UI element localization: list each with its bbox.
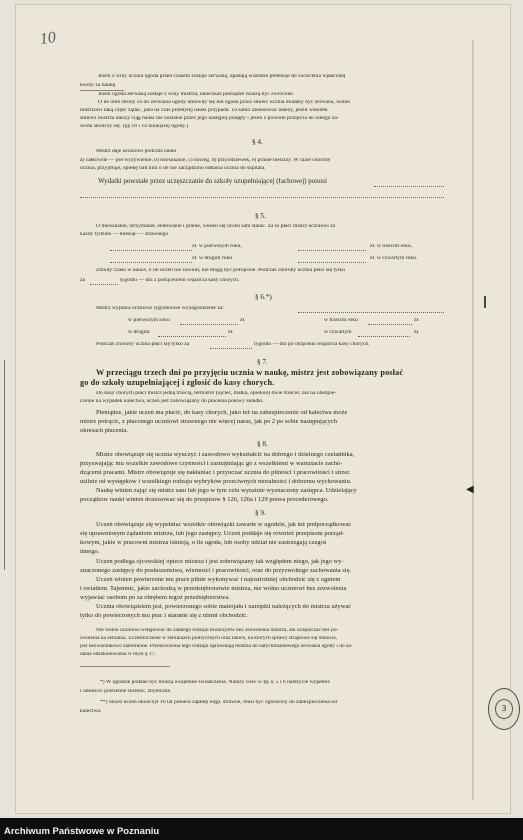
- text-line: Jeżeli ugoda zerwaną zostaje z winy mistrza, naleczkas pieniądze muszą być zwrócone.: [98, 92, 295, 97]
- footnote-rule: [80, 666, 170, 667]
- text-line: mistrzowi taką część żądać, jaka na czas przebytej nauki przypada. To samo zastosować należy, jeżeli wskutek: [80, 108, 328, 113]
- text-line: a) całkowite — pół wyżywienie, b) mieszkanie, c) nocleg, d) przyodziewek, e) pranie bielizny. W razie choroby: [80, 158, 331, 163]
- text-line: przyswajając mu wszelkie zawodowe czynności i zaznajmiając go z wszelkiemi w warsztacie zacho-: [80, 461, 343, 467]
- section-heading-9: § 9.: [255, 510, 266, 517]
- text-line: tylko do powierzonych mu prac i staranie się z niemi obchodzić.: [80, 613, 248, 619]
- text-line: kwoty za naukę.: [80, 83, 117, 88]
- section-heading-6: § 6.*): [255, 294, 272, 301]
- text-line: usilnie od występków i wszelkiego rodzaju wybryków przeciwnych moralności i dobremu wychowaniu.: [80, 479, 352, 485]
- text-line: zł.: [414, 318, 420, 323]
- text-line: Naukę winien zająć się mistrz sam lub jego w tym celu wyraźnie wyznaczony zastępca. Udzielający: [96, 488, 357, 494]
- section-heading-7: § 7.: [257, 359, 268, 366]
- margin-arrow-mark: ◀: [466, 484, 474, 495]
- underline: [80, 90, 124, 91]
- small-text-line: zwolenia na zebrania. Uczestniczenie w zebraniach politycznych oraz takich, na których sprawy strajkowe się omawia,: [80, 636, 337, 641]
- text-line: Jeżeli z winy ucznia ugoda przed czasem zostaje zerwaną, upadają wszelkie pretensje do zwrócenia wpłaconej: [98, 74, 346, 79]
- fill-in-line: [210, 348, 252, 349]
- text-line: każdy tydzień — miesiąc — strawnego: [80, 232, 169, 237]
- text-line: zł.: [414, 330, 420, 335]
- text-line: O ile obie strony co do zerwania ugody umówiły się lub ugoda przez śmierć ucznia miałaby być zerwana, wolno: [98, 100, 351, 105]
- text-line: w czwartym: [324, 330, 352, 335]
- footnote-line: i umieścić potrzebne skreślić, zbyteczne.: [80, 689, 172, 694]
- text-line: okresach płacenia.: [80, 428, 129, 434]
- text-line: wodu skończy się. (§§ 18 i 14 niniejszej ugody.): [80, 124, 189, 129]
- margin-mark: [476, 296, 486, 308]
- small-text-line: Nie wolno uczniowi wstępować do żadnego rodzaju towarzystw bez zezwolenia mistrza, ani uczęszczać bez po-: [96, 628, 339, 633]
- text-line: Zmudy czasu w nauce, o ile uczeń nie zawinił, nie mogą być potrącone. Podczas choroby ucznia płaci się tylko: [96, 268, 345, 273]
- text-line: Ucznia obowiązkiem jest, powierzonego sobie materjału i narzędzi należących do mistrza używać: [96, 604, 352, 610]
- text-line: Do kasy chorych płaci mistrz jedną trzecią, termistor (ojciec, matka, opiekun) dwie trzecie; zaś na ubezpie-: [96, 391, 337, 396]
- text-line: w drugim: [128, 330, 150, 335]
- text-line: w trzecim roku: [324, 318, 358, 323]
- text-line: zł. w trzecim roku,: [370, 244, 413, 249]
- text-line: Uczeń podlega ojcowskiej opiece mistrza i jest zobowiązany tak względem niego, jak jego wy-: [96, 559, 344, 565]
- small-text-line: jest bezwarunkowo zabronione. Przekroczenia tego rodzaju uprawniają mistrza do natychmiastowego zerwania ugody i do ża-: [80, 644, 353, 649]
- text-line: innego.: [80, 549, 100, 555]
- fill-in-line: [110, 262, 192, 263]
- text-line: początków nauki winien dostosować się do przepisów § 126, 126a i 129 prawa procederowego.: [80, 497, 329, 503]
- archive-footer-label: Archiwum Państwowe w Poznaniu: [4, 826, 160, 837]
- text-line: zł. w czwartym roku.: [370, 256, 418, 261]
- text-line: wyjawiać osobom po za obrębem tegoż przedsiębiorstwa.: [80, 595, 230, 601]
- text-line: tygodni — dni po otrąceniu wsparcia kasy chorych.: [254, 342, 370, 347]
- fill-in-line: [158, 336, 226, 337]
- fill-in-line: [298, 250, 366, 251]
- text-line: O mieszkanie, utrzymanie, stołowanie i pranie, winien się uczeń sam starać. Za to płaci mistrz uczniowi za: [96, 224, 336, 229]
- text-line: zł.: [240, 318, 246, 323]
- text-line: tygodni — dni z potrąceniem wsparcia kasy chorych.: [120, 278, 240, 283]
- text-line: czenie na wypadek kalectwa, uczeń jest zobowiązany do płacenia połowy składki.: [80, 399, 264, 404]
- footnote-line: kalectwa.: [80, 709, 102, 714]
- text-line: dzącemi pracami. Mistrz obowiązuje się nakłaniać i przyuczać ucznia do pilności i pracowitości i strzec: [80, 470, 351, 476]
- fill-in-line: [374, 186, 444, 187]
- text-line: zł. w pierwszym roku,: [192, 244, 242, 249]
- text-line: Mistrz obowiązuje się ucznia wyuczyć i zawodowo wykształcić na dobrego i dzielnego czeladnika,: [96, 452, 355, 458]
- text-line: Podczas choroby ucznia płaci się tylko za: [96, 342, 190, 347]
- text-line: w pierwszym roku: [128, 318, 170, 323]
- text-line: zł. w drugim roku: [192, 256, 233, 261]
- text-line: za: [80, 278, 85, 283]
- text-line: się uprawnionym żądaniom mistrza, lub jego zastępcy. Uczeń poddaje się również przepisom porząd-: [80, 531, 345, 537]
- page-fold-line: [472, 40, 474, 800]
- text-line: i światłem. Tajemnic, jakie zachodzą w przedsiębiorstwie mistrza, nie wolno uczniowi bez zezwolenia: [80, 586, 347, 592]
- bold-text-line: go do szkoły uzupełniającej i zgłosić do kasy chorych.: [80, 379, 275, 387]
- text-line: Mistrz wypłaca uczniowi tygodniowe wynagrodzenie za:: [96, 306, 224, 311]
- footnote-line: *) W ugodzie podane być muszą wzajemne świadczenia. Należy wiec w §§ 4, 5 i 6 należycie wypełnić: [100, 680, 331, 685]
- fill-in-line: [368, 324, 412, 325]
- footnote-line: **) Skoro uczeń ukończył 16 lat pobiera zapłatę węgl. strawne, musi być zgłoszony do zabezpieczenia od: [100, 700, 337, 705]
- section-heading-8: § 8.: [257, 441, 268, 448]
- bold-text-line: W przeciągu trzech dni po przyjęciu ucznia w naukę, mistrz jest zobowiązany posłać: [96, 369, 404, 377]
- stamp-number: 3: [495, 699, 513, 719]
- text-line: śmierci mistrza dalszy ciąg nauki nie zostanie przez jego następcę podjęty i jeżeli z powodu przejścia do innego za-: [80, 116, 339, 121]
- text-line: Pieniądze, jakie uczeń ma płacić, do kasy chorych, jako też na zabezpieczenie od kalectwa może: [96, 410, 348, 416]
- text-line: Mistrz daje uczniowi podczas nauki: [96, 149, 177, 154]
- text-line: ucznia, przyjmuje, opiekę nad nim o ile nie zarządzono oddania ucznia do szpitala.: [80, 166, 266, 171]
- binding-edge-mark: [4, 360, 13, 570]
- text-line: Uczeń obowiązuje się wypełniać wszelkie obowiązki zawarte w ugodzie, jak też podporządkować: [96, 522, 352, 528]
- section-heading-5: § 5.: [255, 213, 266, 220]
- fill-in-line: [110, 250, 192, 251]
- fill-in-line: [358, 336, 410, 337]
- fill-in-line: [298, 312, 444, 313]
- text-line: kowym, jakie w pracowni mistrza istnieją, o ile ugoda, lub osoby udział nie zastrzegają czegoś: [80, 540, 327, 546]
- fill-in-line: [80, 197, 444, 198]
- text-line: znaczonego zastępcy do posłuszeństwa, wierności i pracowitości, oraz do przyzwoitego zachowania się.: [80, 568, 352, 574]
- archive-stamp: [488, 688, 520, 730]
- section-heading-4: § 4.: [252, 139, 263, 146]
- fill-in-line: [90, 284, 118, 285]
- small-text-line: dania odszkodowania w myśl § 17.: [80, 652, 156, 657]
- fill-in-line: [180, 324, 238, 325]
- text-line: zł.: [228, 330, 234, 335]
- text-line: Uczeń winien powierzone mu prace pilnie wykonywać i najostrożniej obchodzić się z ogniem: [96, 577, 341, 583]
- text-line: mistrz potrącić, z płaconego uczniowi strawnego nie więcej naraz, jak po 2 po sobie następujących: [80, 419, 338, 425]
- fill-in-line: [298, 262, 366, 263]
- handwritten-page-number: 10: [38, 28, 58, 49]
- text-line: Wydatki powstałe przez uczęszczanie do szkoły uzupełniającej (fachowej) ponosi: [98, 178, 327, 185]
